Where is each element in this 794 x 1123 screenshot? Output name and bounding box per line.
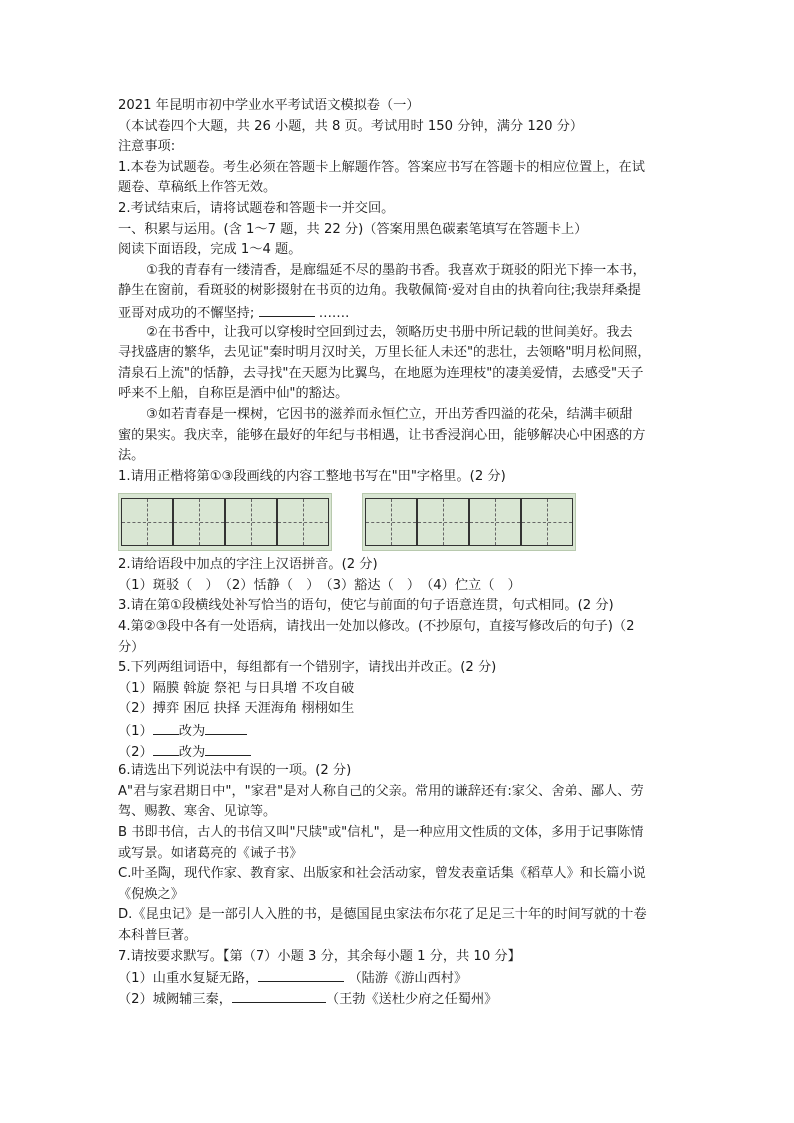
fill-blank <box>205 741 251 756</box>
question-1: 1.请用正楷将第①③段画线的内容工整地书写在"田"字格里。(2 分) <box>118 468 506 484</box>
fill-blank <box>259 302 315 317</box>
fill-blank <box>153 741 179 756</box>
grid-cell <box>365 498 417 546</box>
answer-label: 改为 <box>178 744 206 760</box>
grid-group-right <box>362 493 576 551</box>
question-7: 7.请按要求默写。【第（7）小题 3 分，其余每小题 1 分，共 10 分】 <box>118 948 521 964</box>
exam-title: 2021 年昆明市初中学业水平考试语文模拟卷（一） <box>118 98 420 113</box>
fill-blank <box>232 988 326 1003</box>
option-b: B 书即书信，古人的书信又叫"尺牍"或"信札"，是一种应用文性质的文体，多用于记事陈情 <box>118 825 644 840</box>
passage-line: 蜜的果实。我庆幸，能够在最好的年纪与书相遇，让书香浸润心田，能够解决心中困惑的方 <box>118 427 646 443</box>
question-5-answer <box>118 720 680 741</box>
exam-page <box>118 96 680 1008</box>
question-5-answer <box>118 741 680 762</box>
fill-blank <box>153 720 179 735</box>
question-2-items: （1）斑驳（ ） （2）恬静（ ） （3）豁达（ ） （4）伫立（ ） <box>118 577 521 593</box>
question-4: 4.第②③段中各有一处语病，请找出一处加以修改。(不抄原句，直接写修改后的句子)（2 <box>118 619 635 635</box>
tianzige-grid <box>118 493 680 551</box>
question-2: 2.请给语段中加点的字注上汉语拼音。(2 分) <box>118 557 378 573</box>
question-5: 5.下列两组词语中，每组都有一个错别字，请找出并改正。(2 分) <box>118 660 497 676</box>
fill-blank <box>258 967 344 982</box>
passage-line: ②在书香中，让我可以穿梭时空回到过去，领略历史书册中所记载的世间美好。我去 <box>146 324 633 340</box>
grid-group-left <box>118 493 332 551</box>
grid-cell <box>121 498 173 546</box>
option-b-cont: 或写景。如诸葛亮的《诫子书》 <box>118 845 303 861</box>
passage-line: ③如若青春是一棵树，它因书的滋养而永恒伫立，开出芳香四溢的花朵，结满丰硕甜 <box>146 406 633 422</box>
notice-item: 2.考试结束后，请将试题卷和答题卡一并交回。 <box>118 200 395 216</box>
passage-line: 呼来不上船，自称臣是酒中仙"的豁达。 <box>118 386 349 402</box>
notice-heading: 注意事项: <box>118 139 176 155</box>
question-7-item <box>118 988 680 1009</box>
question-7-item <box>118 967 680 988</box>
answer-label: （2） <box>118 744 153 760</box>
fill-blank <box>205 720 247 735</box>
option-d: D.《昆虫记》是一部引人入胜的书，是德国昆虫家法布尔花了足足三十年的时间写就的十卷 <box>118 907 647 923</box>
passage-line: ①我的青春有一缕清香，是廊缊延不尽的墨韵书香。我喜欢于斑驳的阳光下捧一本书， <box>146 262 646 278</box>
passage-text: 亚哥对成功的不懈坚持; <box>118 305 255 321</box>
question-5-group: （2）搏弈 困厄 抉择 天涯海角 栩栩如生 <box>118 701 355 717</box>
notice-item: 题卷、草稿纸上作答无效。 <box>118 180 277 196</box>
recite-prompt: （1）山重水复疑无路， <box>118 971 259 987</box>
option-c: C.叶圣陶，现代作家、教育家、出版家和社会活动家，曾发表童话集《稻草人》和长篇小说 <box>118 866 646 882</box>
question-4-cont: 分） <box>118 639 145 655</box>
grid-cell <box>225 498 277 546</box>
answer-label: （1） <box>118 724 153 740</box>
option-c-cont: 《倪焕之》 <box>118 886 184 902</box>
question-3: 3.请在第①段横线处补写恰当的语句，使它与前面的句子语意连贯，句式相同。(2 分) <box>118 598 614 614</box>
grid-cell <box>417 498 469 546</box>
option-a-cont: 驾、赐教、寒舍、见谅等。 <box>118 804 277 820</box>
recite-source: （陆游《游山西村》 <box>348 971 468 987</box>
grid-cell <box>469 498 521 546</box>
grid-cell <box>173 498 225 546</box>
section-heading: 一、积累与运用。(含 1～7 题，共 22 分)（答案用黑色碳素笔填写在答题卡上） <box>118 221 588 237</box>
passage-line: 静生在窗前，看斑驳的树影掇射在书页的边角。我敬佩简·爱对自由的执着向往;我崇拜桑提 <box>118 283 641 299</box>
section-intro: 阅读下面语段，完成 1～4 题。 <box>118 242 302 258</box>
question-6: 6.请选出下列说法中有误的一项。(2 分) <box>118 763 352 779</box>
notice-item: 1.本卷为试题卷。考生必须在答题卡上解题作答。答案应书写在答题卡的相应位置上，在试 <box>118 159 645 175</box>
grid-cell <box>521 498 573 546</box>
recite-source: （王勃《送杜少府之任蜀州》 <box>325 991 498 1007</box>
question-5-group: （1）隔膜 斡旋 祭祀 与日具增 不攻自破 <box>118 680 355 696</box>
option-a: A"君与家君期日中"，"家君"是对人称自己的父亲。常用的谦辞还有:家父、舍弟、鄙人、劳 <box>118 783 644 799</box>
passage-line: 法。 <box>118 448 145 464</box>
passage-line: 寻找盛唐的繁华，去见证"秦时明月汉时关，万里长征人未还"的悲壮，去领略"明月松间照， <box>118 345 651 361</box>
exam-subtitle: （本试卷四个大题，共 26 小题，共 8 页。考试用时 150 分钟，满分 120 分） <box>118 118 584 134</box>
grid-cell <box>277 498 329 546</box>
passage-line <box>118 302 680 323</box>
passage-line: 清泉石上流"的恬静，去寻找"在天愿为比翼鸟，在地愿为连理枝"的凄美爱情，去感受"天子 <box>118 365 644 381</box>
passage-text: ……. <box>318 305 350 321</box>
recite-prompt: （2）城阙辅三秦， <box>118 991 232 1007</box>
option-d-cont: 本科普巨著。 <box>118 927 198 943</box>
answer-label: 改为 <box>178 724 206 740</box>
